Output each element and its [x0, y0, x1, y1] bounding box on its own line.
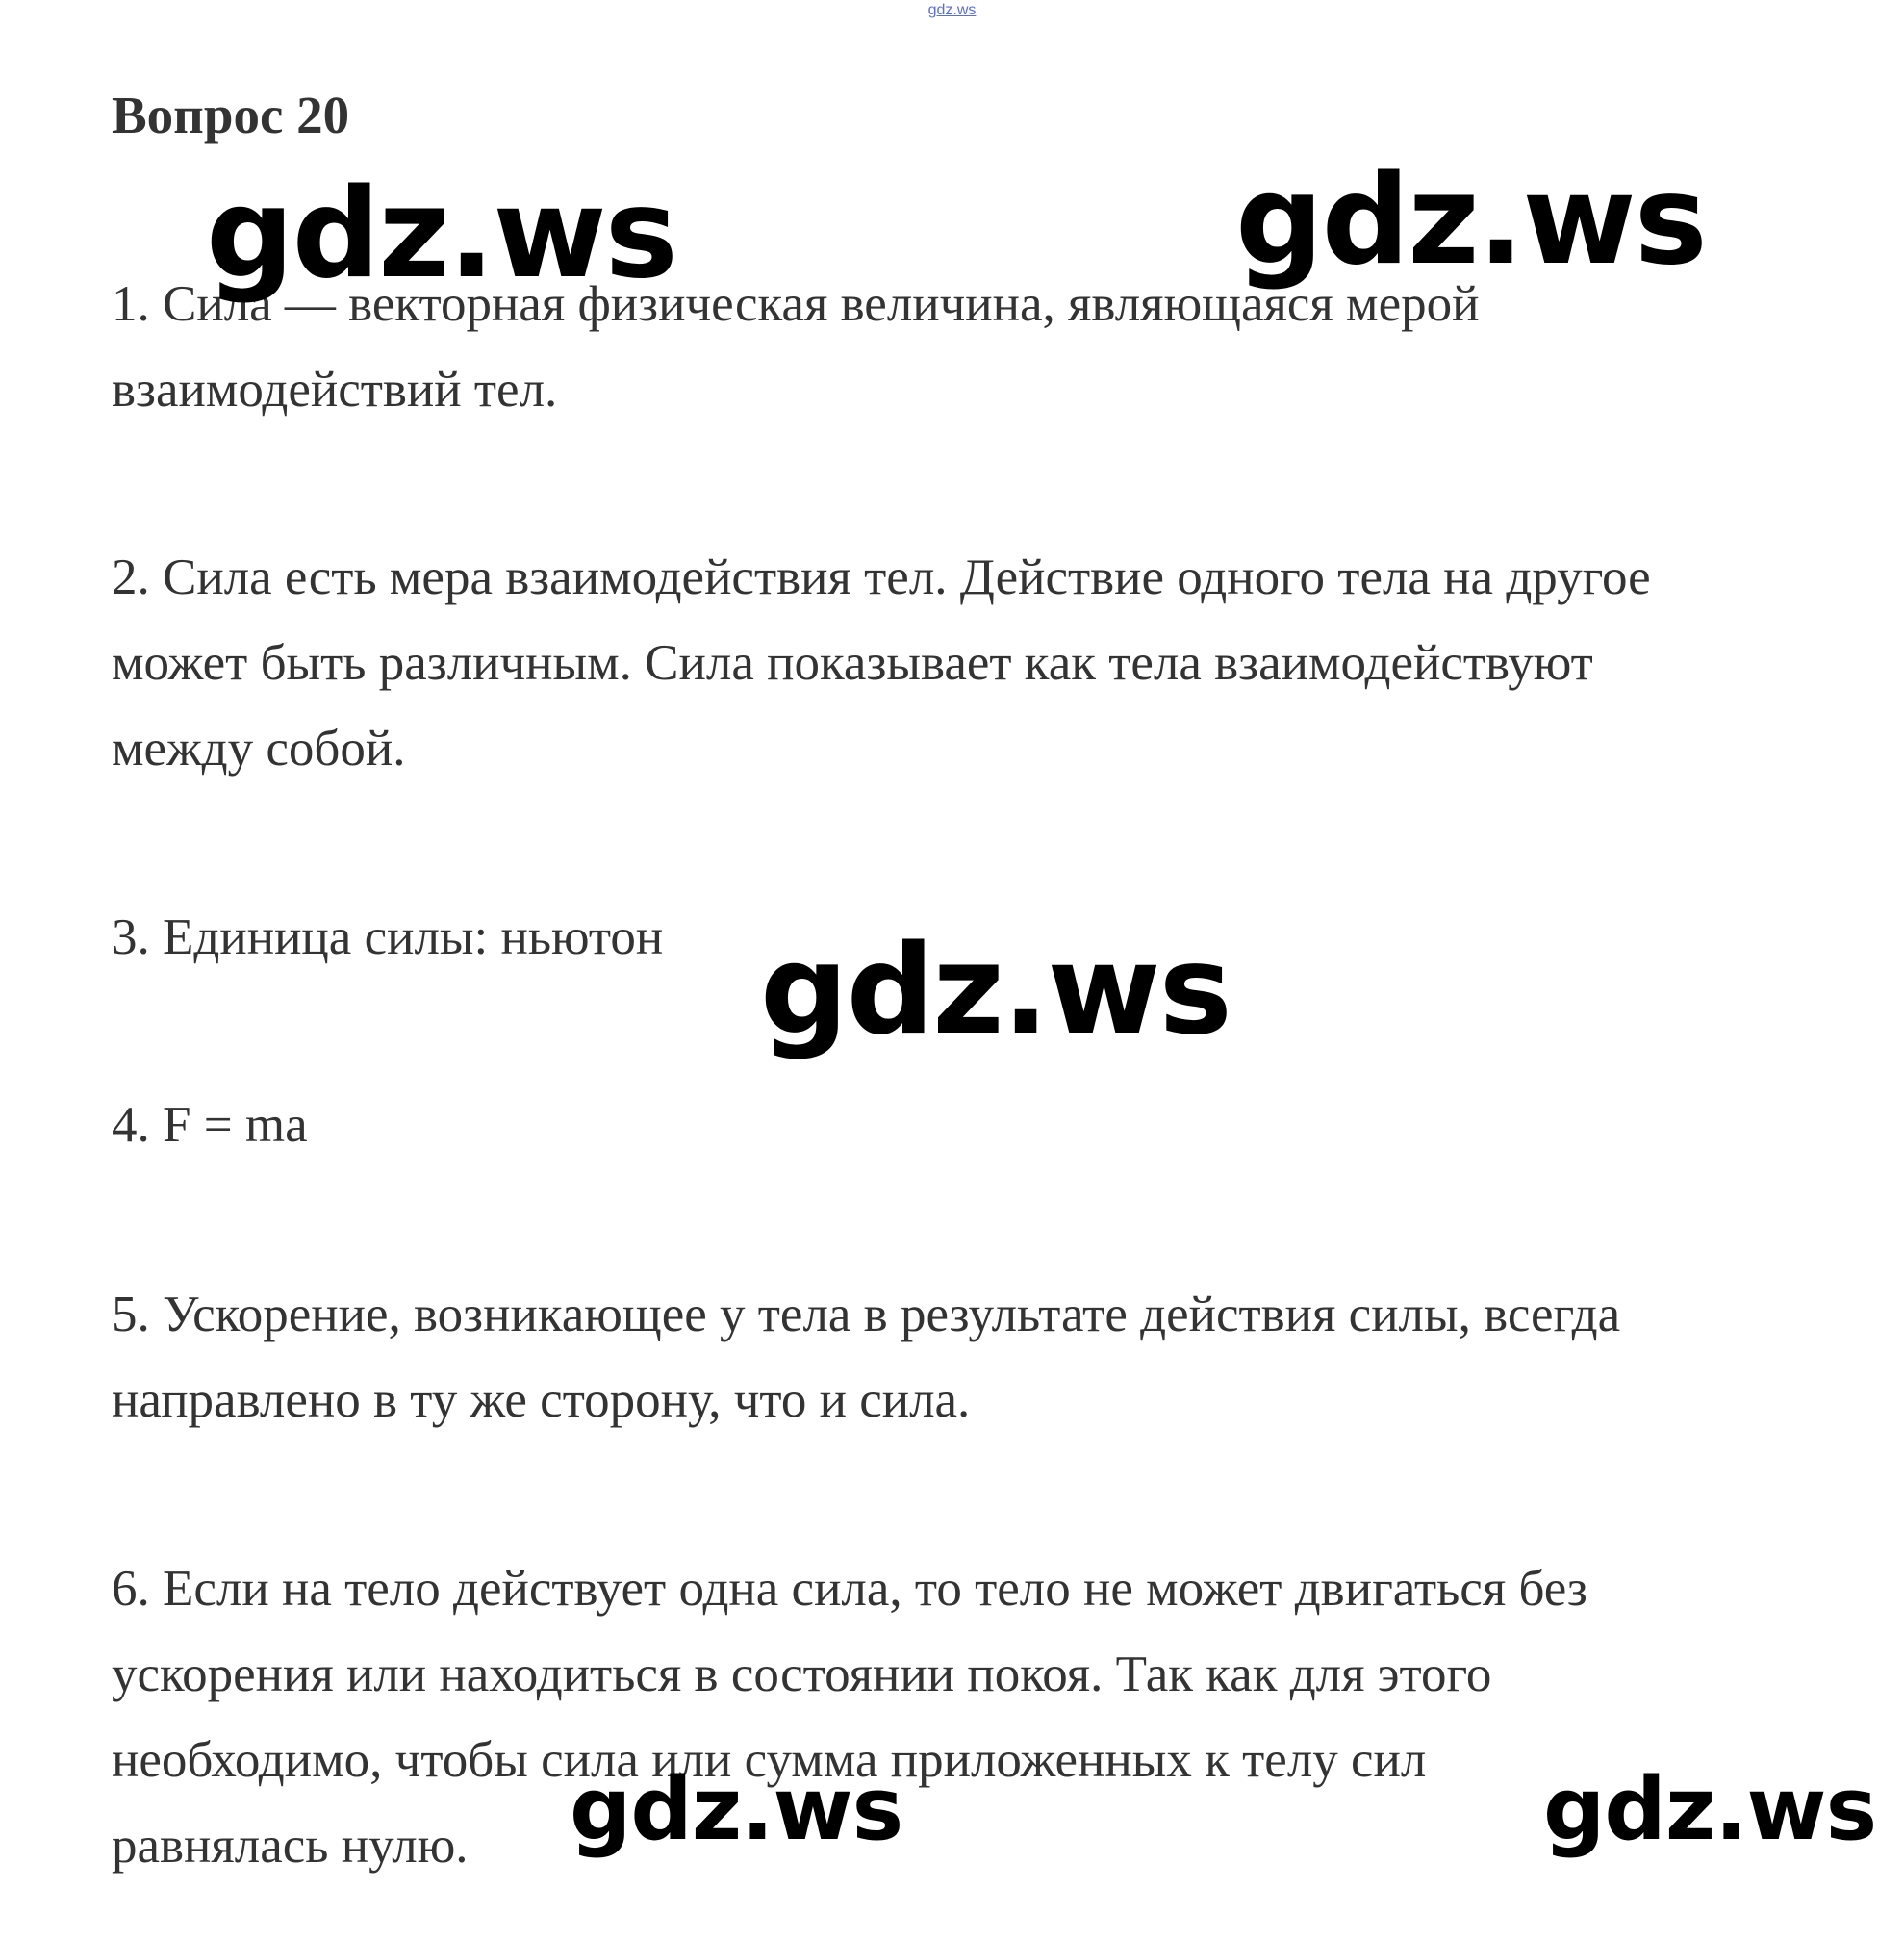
answer-line: равнялась нулю.: [112, 1818, 469, 1874]
answer-line: 3. Единица силы: ньютон: [112, 909, 664, 965]
watermark-bottom-right: gdz.ws: [1543, 1759, 1877, 1860]
watermark-middle: gdz.ws: [760, 919, 1231, 1062]
answer-line: 1. Сила — векторная физическая величина, являющаяся мерой: [112, 276, 1480, 332]
answer-line: 2. Сила есть мера взаимодействия тел. Действие одного тела на другое: [112, 549, 1651, 605]
watermark-top-right: gdz.ws: [1235, 149, 1706, 293]
answer-line: 6. Если на тело действует одна сила, то тело не может двигаться без: [112, 1561, 1587, 1617]
watermark-top-left: gdz.ws: [206, 163, 676, 306]
question-title: Вопрос 20: [112, 86, 350, 144]
answer-line: между собой.: [112, 721, 406, 777]
answer-item-2: [112, 535, 1843, 792]
answer-item-5: [112, 1272, 1843, 1443]
answer-line: может быть различным. Сила показывает как тела взаимодействуют: [112, 635, 1593, 691]
answer-line: 5. Ускорение, возникающее у тела в результате действия силы, всегда: [112, 1287, 1621, 1342]
answer-line: направлено в ту же сторону, что и сила.: [112, 1372, 971, 1428]
header-watermark-link: gdz.ws: [927, 2, 977, 18]
answer-line: необходимо, чтобы сила или сумма приложенных к телу сил: [112, 1732, 1427, 1788]
answer-line: 4. F = ma: [112, 1097, 308, 1153]
answer-item-4: [112, 1083, 1843, 1168]
watermark-bottom-left: gdz.ws: [570, 1759, 903, 1860]
answer-line: взаимодействий тел.: [112, 362, 558, 418]
answer-line: ускорения или находиться в состоянии покоя. Так как для этого: [112, 1646, 1492, 1702]
